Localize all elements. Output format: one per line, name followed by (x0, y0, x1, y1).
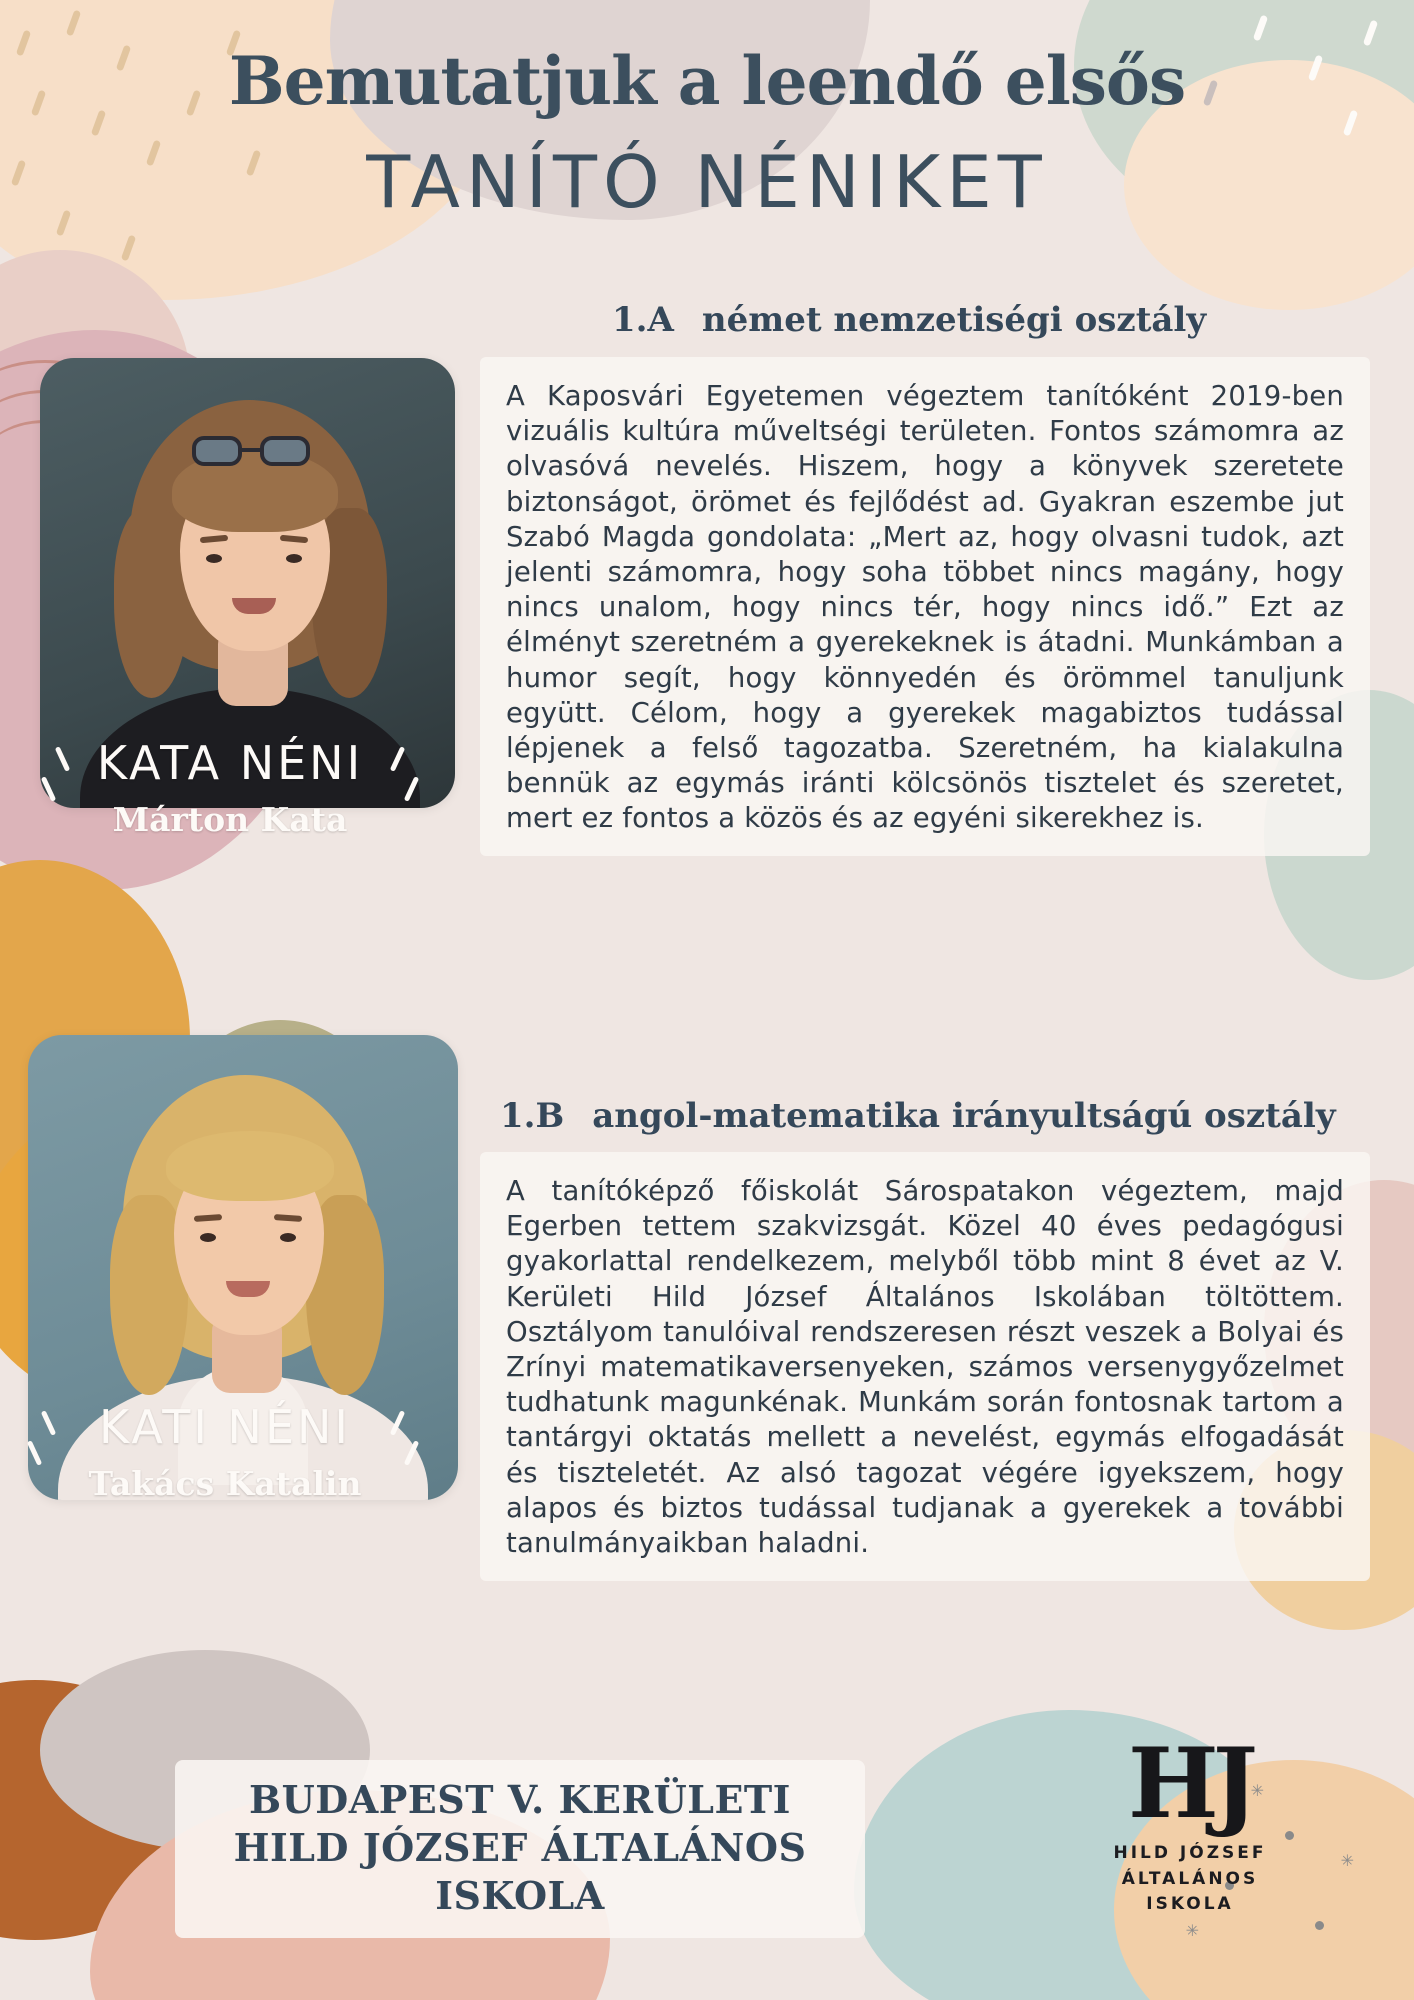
teacher-nickname-kati: KATI NÉNI (99, 1400, 351, 1454)
teacher-fullname-kati: Takács Katalin (88, 1464, 362, 1503)
school-name-line1: BUDAPEST V. KERÜLETI (249, 1777, 791, 1822)
photo-fringe (166, 1131, 334, 1201)
teacher-nickname-kata: KATA NÉNI (96, 736, 364, 790)
teacher-name-badge-kata (20, 736, 440, 839)
sparkle-icon: ✳ (1340, 1851, 1354, 1870)
section-number-1b: 1.B (500, 1096, 565, 1136)
logo-caption-line3: ISKOLA (1146, 1894, 1234, 1915)
photo-eye-left (206, 554, 222, 563)
photo-eye-right (286, 554, 302, 563)
sunglasses-icon (192, 436, 312, 470)
section-body-1b: A tanítóképző főiskolát Sárospatakon végeztem, majd Egerben tettem szakvizsgát. Közel 40 éves pedagógusi gyakorlattal rendelkezem, melyből több mint 8 évet az V. Kerületi Hild József Általános Iskolában töltöttem. Osztályom tanulóival rendszeresen részt veszek a Bolyai és Zrínyi matematikaversenyeken, számos versenygyőzelmet tudhatunk magunkénak. Munkám során fontosnak tartom a tantárgyi oktatás mellett a nevelést, egymás elfogadását és tiszteletét. Az alsó tagozat végére igyekszem, hogy alapos és biztos tudással tudjanak a gyerekek a további tanulmányaikban haladni. (480, 1152, 1370, 1581)
page-title-line2: TANÍTÓ NÉNIKET (366, 140, 1048, 224)
teacher-fullname-kata: Márton Kata (112, 800, 348, 839)
school-logo (1055, 1727, 1325, 1918)
section-header-1b (500, 1096, 1336, 1136)
page-title-line1: Bemutatjuk a leendő elsős (228, 42, 1186, 120)
school-name-line2: HILD JÓZSEF ÁLTALÁNOS ISKOLA (233, 1824, 807, 1918)
section-body-1a: A Kaposvári Egyetemen végeztem tanítóként 2019-ben vizuális kultúra műveltségi területen. Fontos számomra az olvasóvá nevelés. Hiszem, hogy a könyvek szeretete biztonságot, örömet és fejlődést ad. Gyakran eszembe jut Szabó Magda gondolata: „Mert az, hogy olvasni tudok, azt jelenti számomra, hogy soha többet nincs magány, hogy nincs unalom, hogy nincs tér, hogy nincs idő.” Ezt az élményt szeretném a gyerekeknek is átadni. Munkámban a humor segít, hogy könnyedén és örömmel tanuljunk együtt. Célom, hogy a gyerekek magabiztos tudással lépjenek a felső tagozatba. Szeretném, ha kialakulna bennük az egymás iránti kölcsönös tisztelet és szeretet, mert ez fontos a közös és az egyéni sikerekhez is. (480, 357, 1370, 856)
section-label-1b: angol-matematika irányultságú osztály (592, 1096, 1336, 1136)
photo-eye-right (280, 1233, 296, 1242)
section-label-1a: német nemzetiségi osztály (701, 300, 1207, 340)
photo-eye-left (200, 1233, 216, 1242)
teacher-name-badge-kati (10, 1400, 440, 1503)
photo-hair-left (114, 508, 189, 698)
logo-caption (1055, 1841, 1325, 1918)
logo-monogram-icon: HJ (1127, 1727, 1253, 1840)
logo-caption-line1: HILD JÓZSEF (1113, 1843, 1267, 1864)
section-header-1a (612, 300, 1206, 340)
sparkle-icon: ✳ (1250, 1781, 1264, 1800)
sparkle-icon: ✳ (1185, 1921, 1199, 1940)
logo-caption-line2: ÁLTALÁNOS (1121, 1868, 1259, 1889)
school-name-card (175, 1760, 865, 1938)
section-number-1a: 1.A (612, 300, 674, 340)
